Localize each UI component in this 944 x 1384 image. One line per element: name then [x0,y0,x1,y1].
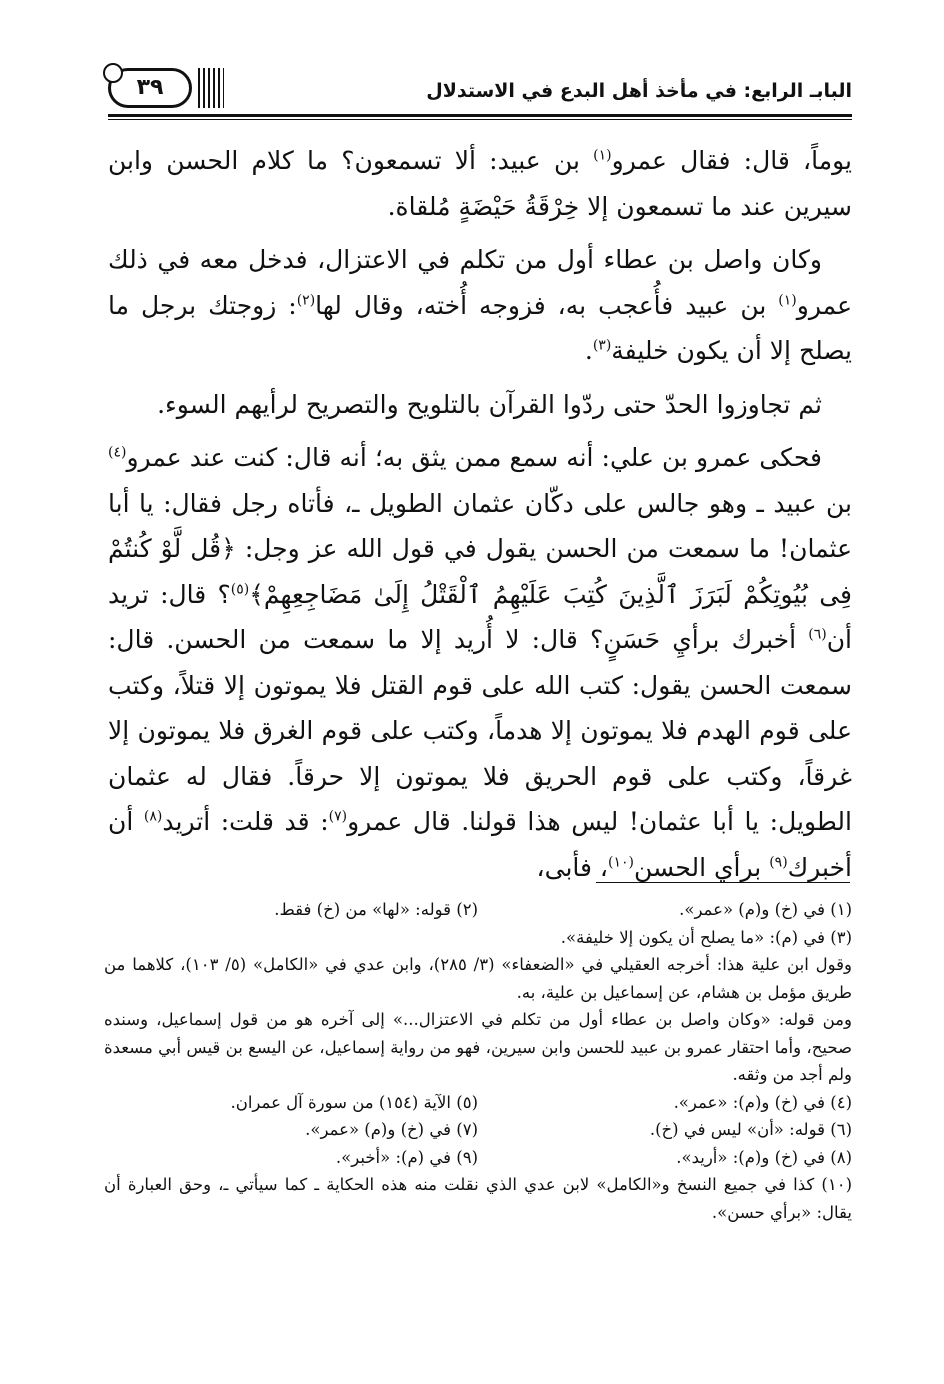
footnote-8: (٨) في (خ) و(م): «أريد». [676,1147,852,1167]
main-text [108,138,852,898]
footnote-ref-5[interactable]: (٥) [230,581,250,598]
footnote-ref-1[interactable]: (١) [778,292,797,309]
header-rule-thin [108,119,852,120]
footnote-row [104,1116,852,1144]
paragraph-4: فحكى عمرو بن علي: أنه سمع ممن يثق به؛ أنه قال: كنت عند عمرو$^{(٤)}$ بن عبيد ـ وهو جالس على دكّان عثمان الطويل ـ، فأتاه رجل فقال: يا أبا عثمان! ما سمعت من الحسن يقول في قول الله عز وجل: ﴿قُل لَّوْ كُنتُمْ فِى بُيُوتِكُمْ لَبَرَزَ ٱلَّذِينَ كُتِبَ عَلَيْهِمُ ٱلْقَتْلُ إِلَىٰ مَضَاجِعِهِمْ﴾$^{(٥)}$؟ قال: تريد أن$^{(٦)}$ أخبرك برأيِ حَسَنٍ؟ قال: لا أُريد إلا ما سمعت من الحسن. قال: سمعت الحسن يقول: كتب الله على قوم القتل فلا يموتون إلا قتلاً، وكتب على قوم الهدم فلا يموتون إلا هدماً، وكتب على قوم الغرق فلا يموتون إلا غرقاً، وكتب على قوم الحريق فلا يموتون إلا حرقاً. فقال له عثمان الطويل: يا أبا عثمان! ليس هذا قولنا. قال عمرو$^{(٧)}$: قد قلت: أتريد$^{(٨)}$ أن أخبرك$^{(٩)}$ برأي الحسن$^{(١٠)}$، فأبى، [108,443,852,882]
footnote-ref-8[interactable]: (٨) [143,808,163,825]
footnote-row [104,1144,852,1172]
page-number-badge [108,68,192,108]
footnote-row [104,1089,852,1117]
footnote-7: (٧) في (خ) و(م) «عمر». [305,1120,478,1139]
footnote-6: (٦) قوله: «أن» ليس في (خ). [649,1120,852,1139]
page-header [108,58,852,118]
footnote-ref-2[interactable]: (٢) [296,292,316,309]
footnote-ref-10[interactable]: (١٠) [608,854,634,871]
footnote-5: (٥) الآية (١٥٤) من سورة آل عمران. [230,1092,478,1112]
footnote-4: (٤) في (خ) و(م): «عمر». [673,1092,852,1112]
page-number: ٣٩ [136,75,164,100]
footnote-ref-1[interactable]: (١) [593,147,612,164]
footnote-1: (١) في (خ) و(م) «عمر». [679,900,852,919]
footnote-9: (٩) في (م): «أخبر». [335,1147,478,1167]
footnote-ref-4[interactable]: (٤) [108,444,127,461]
footnote-ref-7[interactable]: (٧) [328,808,348,825]
paragraph-3: ثم تجاوزوا الحدّ حتى ردّوا القرآن بالتلويح والتصريح لرأيهم السوء. [157,389,822,419]
footnote-2: (٢) قوله: «لها» من (خ) فقط. [274,900,478,919]
footnote-3-detail-2: ومن قوله: «وكان واصل بن عطاء أول من تكلم في الاعتزال...» إلى آخره هو من قول إسماعيل، وسنده صحيح، وأما احتقار عمرو بن عبيد للحسن وابن سيرين، فهو من رواية إسماعيل، عن اليسع بن قيس أبي مسعدة ولم أجد من وثقه. [104,1010,852,1084]
paragraph-2: وكان واصل بن عطاء أول من تكلم في الاعتزال، فدخل معه في ذلك عمرو$^{(١)}$ بن عبيد فأُعجب به، فزوجه أُخته، وقال لها$^{(٢)}$: زوجتك برجل ما يصلح إلا أن يكون خليفة$^{(٣)}$. [108,245,852,365]
footnote-ref-6[interactable]: (٦) [808,626,827,643]
footnote-ref-9[interactable]: (٩) [769,854,788,871]
footnote-3: (٣) في (م): «ما يصلح أن يكون إلا خليفة». [560,927,852,947]
footnote-ref-3[interactable]: (٣) [592,337,612,354]
header-rule [108,114,852,117]
footnote-separator [596,882,850,883]
footnotes [104,896,852,1226]
header-ornament [198,68,224,108]
paragraph-1: يوماً، قال: فقال عمرو$^{(١)}$ بن عبيد: ألا تسمعون؟ ما كلام الحسن وابن سيرين عند ما تسمعون إلا خِرْقَةُ حَيْضَةٍ مُلقاة. [108,146,852,221]
footnote-10: (١٠) كذا في جميع النسخ و«الكامل» لابن عدي الذي نقلت منه هذه الحكاية ـ كما سيأتي ـ، وحق العبارة أن يقال: «برأي حسن». [104,1175,852,1222]
footnote-3-detail-1: وقول ابن علية هذا: أخرجه العقيلي في «الضعفاء» (٣/ ٢٨٥)، وابن عدي في «الكامل» (٥/ ١٠٣)، كلاهما من طريق مؤمل بن هشام، عن إسماعيل بن علية، به. [104,955,853,1002]
running-header-title: البابـ الرابع: في مأخذ أهل البدع في الاستدلال [426,80,852,102]
footnote-row [104,896,852,924]
